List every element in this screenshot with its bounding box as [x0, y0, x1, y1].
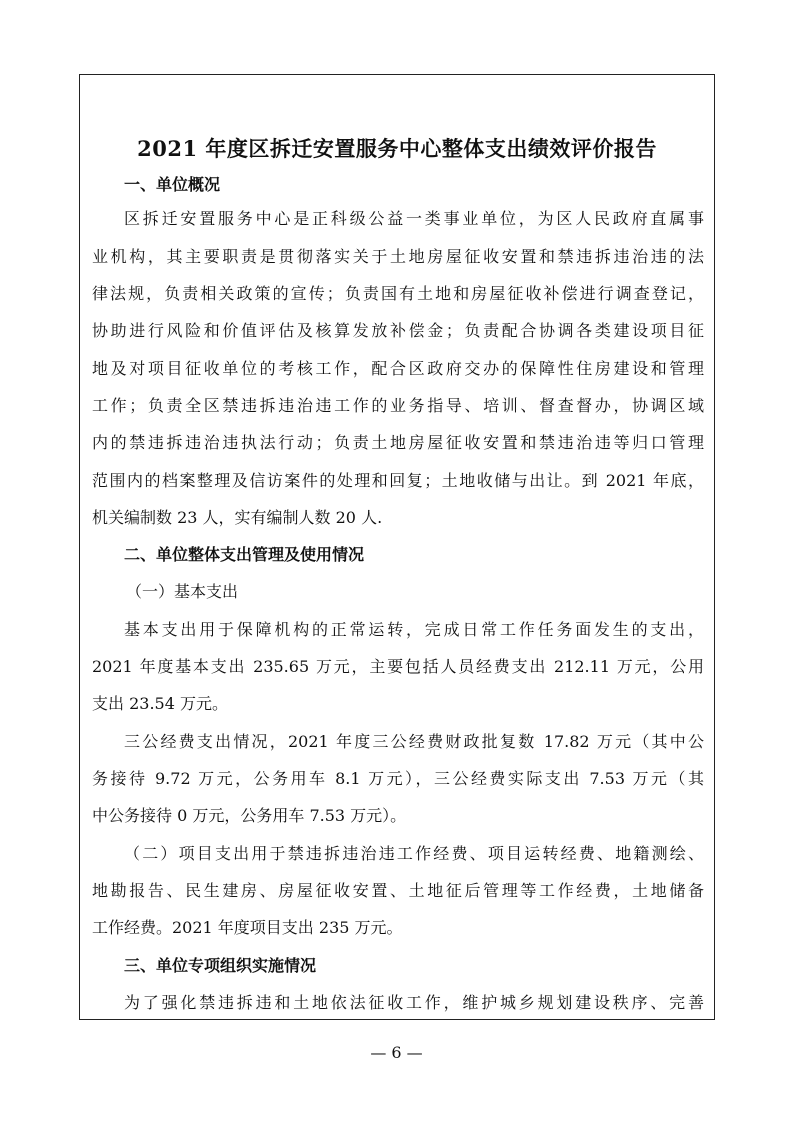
- subsection-heading: （一）基本支出: [126, 582, 239, 601]
- document-frame: [79, 74, 715, 1020]
- paragraph-line: 2021 年度基本支出 235.65 万元，主要包括人员经费支出 212.11 万元，公用: [92, 657, 704, 676]
- paragraph-line: 中公务接待 0 万元，公务用车 7.53 万元）。: [92, 806, 407, 825]
- section-heading-3: 三、单位专项组织实施情况: [124, 956, 317, 975]
- paragraph-line: 区拆迁安置服务中心是正科级公益一类事业单位，为区人民政府直属事: [124, 209, 704, 228]
- page-number: — 6 —: [370, 1043, 423, 1062]
- paragraph-line: 内的禁违拆违治违执法行动；负责土地房屋征收安置和禁违治违等归口管理: [92, 433, 704, 452]
- paragraph-line: 为了强化禁违拆违和土地依法征收工作，维护城乡规划建设秩序、完善: [124, 993, 704, 1012]
- paragraph-line: 工作经费。2021 年度项目支出 235 万元。: [92, 918, 403, 937]
- paragraph-line: 工作；负责全区禁违拆违治违工作的业务指导、培训、督查督办，协调区域: [92, 396, 704, 415]
- paragraph-line: 三公经费支出情况，2021 年度三公经费财政批复数 17.82 万元（其中公: [124, 732, 704, 751]
- paragraph-line: 律法规，负责相关政策的宣传；负责国有土地和房屋征收补偿进行调查登记，: [92, 284, 704, 303]
- paragraph-line: 业机构，其主要职责是贯彻落实关于土地房屋征收安置和禁违拆违治违的法: [92, 247, 704, 266]
- report-title: 2021 年度区拆迁安置服务中心整体支出绩效评价报告: [137, 136, 657, 161]
- paragraph-line: 地勘报告、民生建房、房屋征收安置、土地征后管理等工作经费，土地储备: [92, 881, 704, 900]
- paragraph-line: （二）项目支出用于禁违拆违治违工作经费、项目运转经费、地籍测绘、: [124, 844, 704, 863]
- section-heading-2: 二、单位整体支出管理及使用情况: [124, 545, 365, 564]
- paragraph-line: 务接待 9.72 万元，公务用车 8.1 万元），三公经费实际支出 7.53 万元（其: [92, 769, 704, 788]
- paragraph-line: 范围内的档案整理及信访案件的处理和回复；土地收储与出让。到 2021 年底，: [92, 471, 704, 490]
- paragraph-line: 机关编制数 23 人，实有编制人数 20 人.: [92, 508, 383, 527]
- section-heading-1: 一、单位概况: [124, 175, 221, 194]
- paragraph-line: 支出 23.54 万元。: [92, 694, 228, 713]
- paragraph-line: 地及对项目征收单位的考核工作，配合区政府交办的保障性住房建设和管理: [92, 359, 704, 378]
- paragraph-line: 协助进行风险和价值评估及核算发放补偿金；负责配合协调各类建设项目征: [92, 321, 704, 340]
- paragraph-line: 基本支出用于保障机构的正常运转，完成日常工作任务面发生的支出，: [124, 620, 704, 639]
